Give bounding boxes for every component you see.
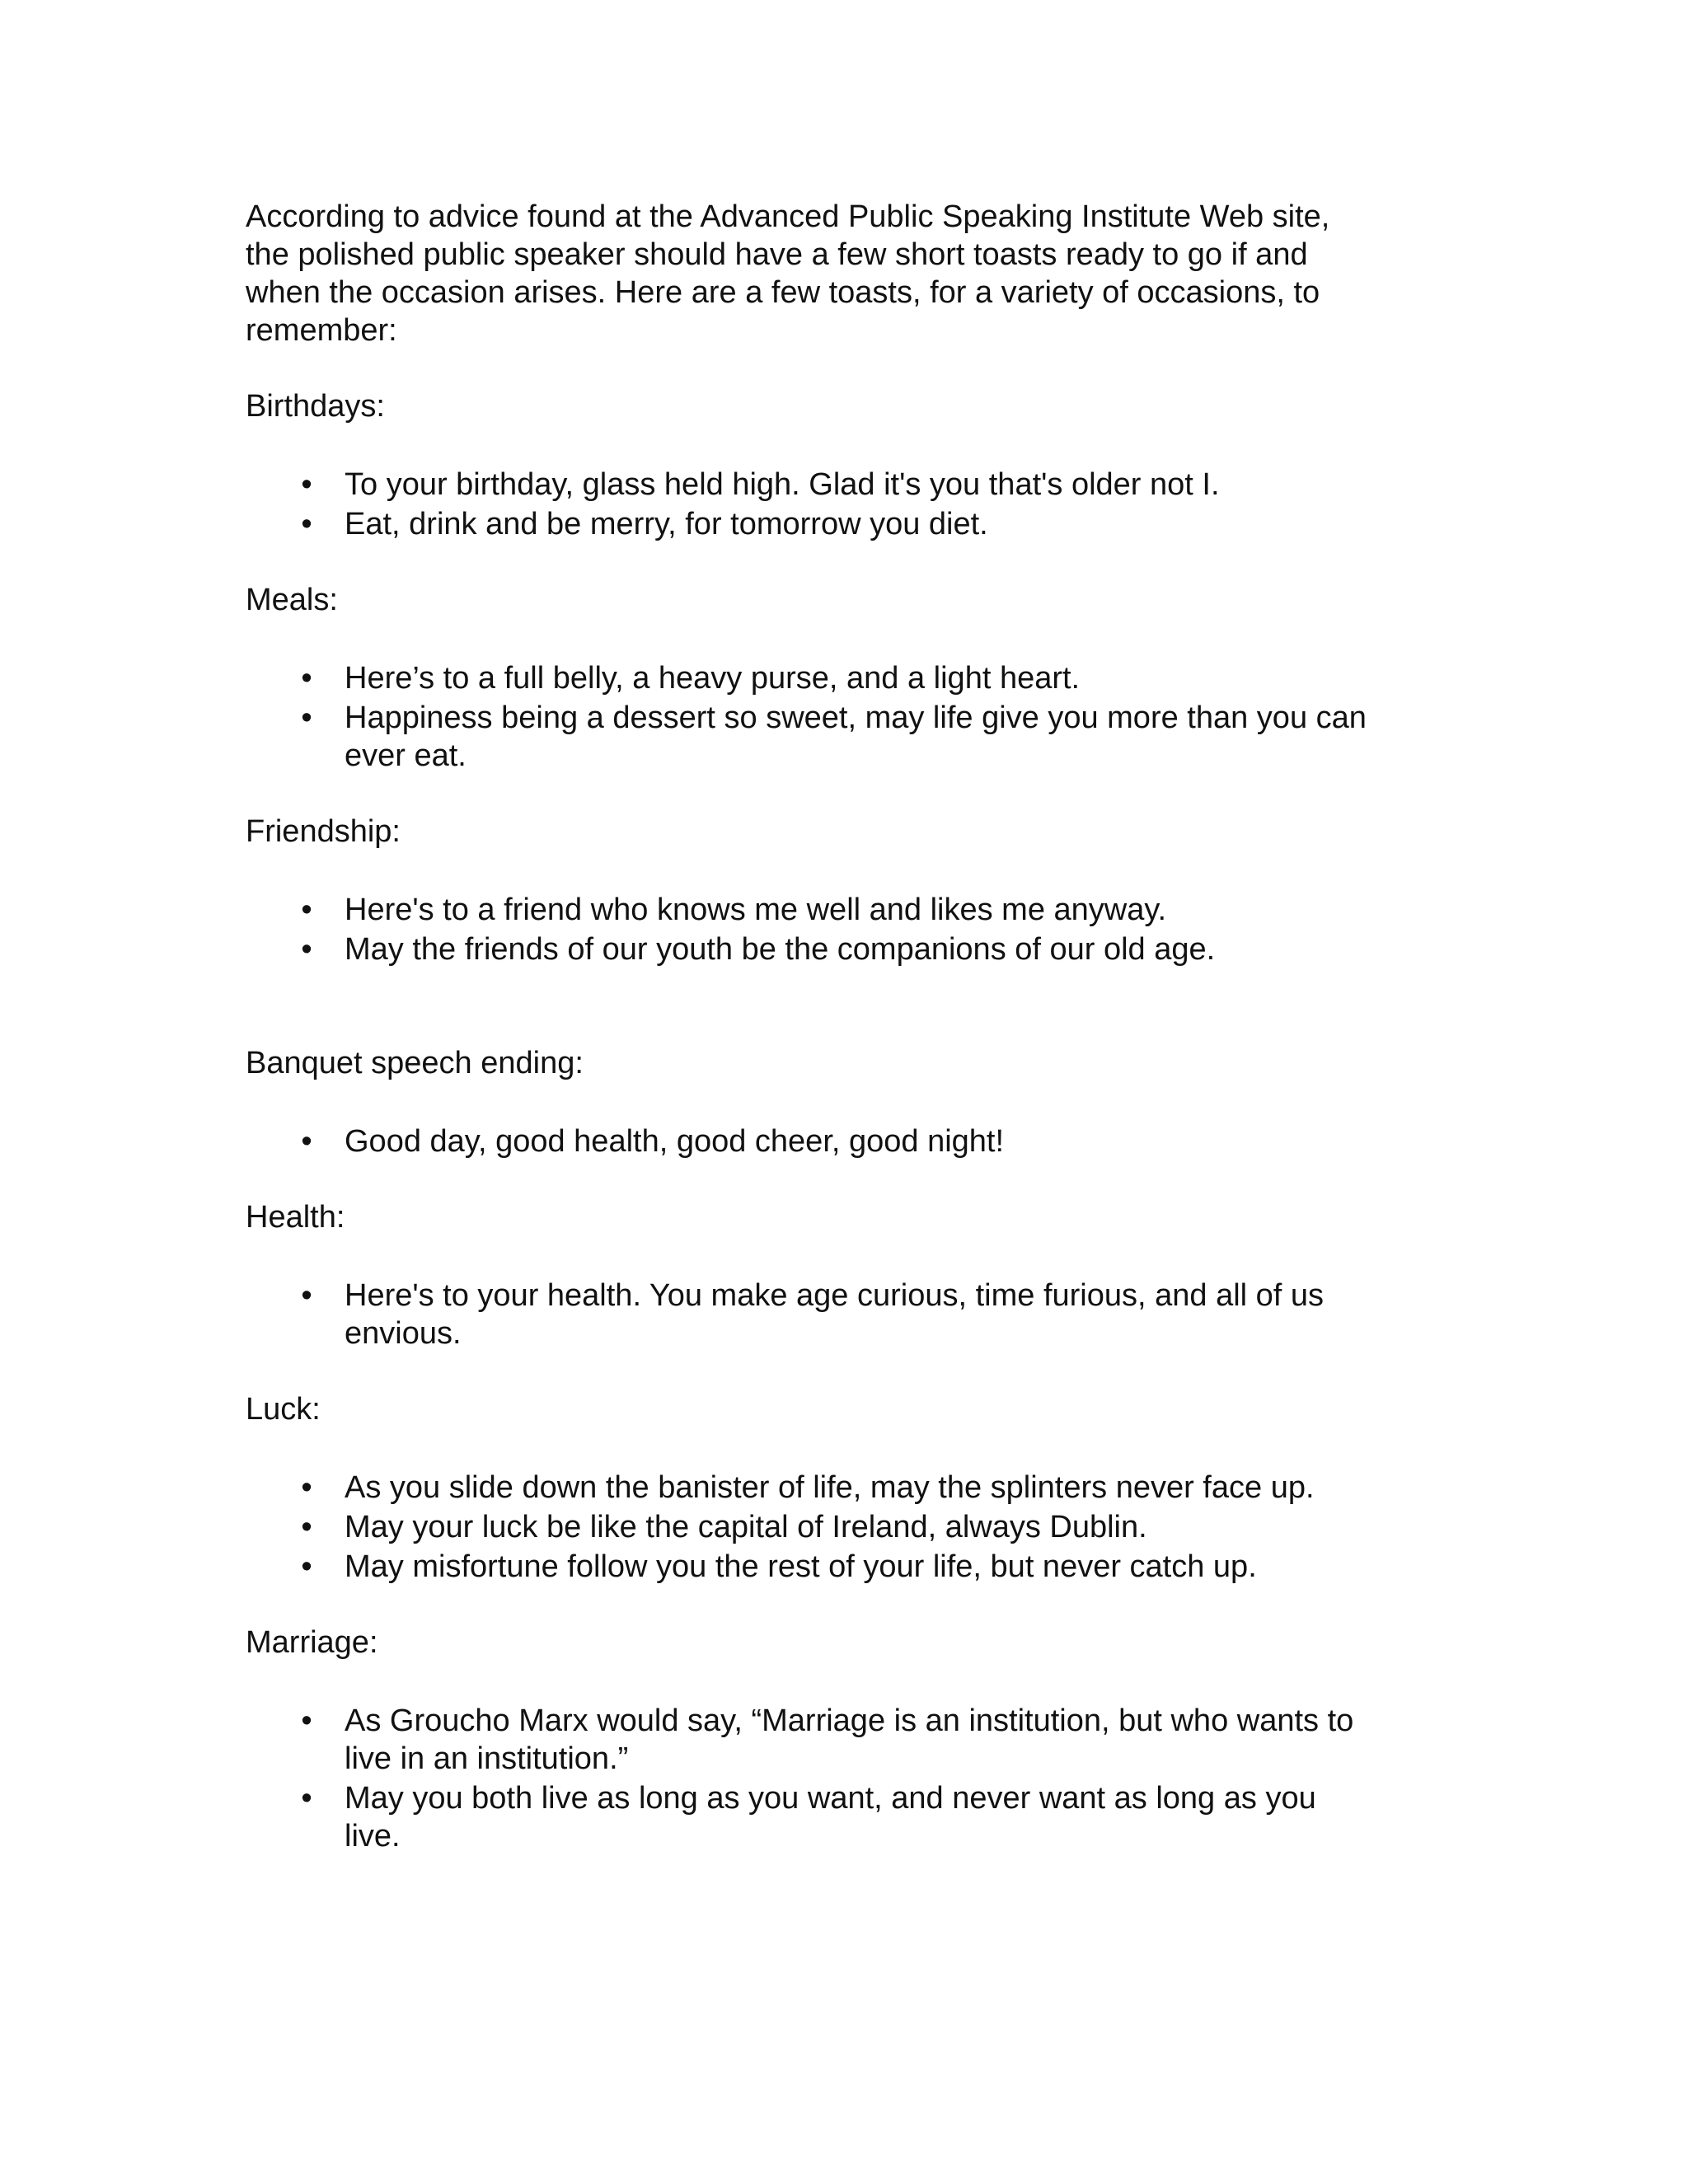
bullet-icon: • (301, 1781, 312, 1816)
toast-text: Happiness being a dessert so sweet, may life give you more than you can ever eat. (345, 701, 1367, 773)
list-item (246, 1122, 1449, 1160)
section-friendship (246, 813, 1449, 968)
section-marriage (246, 1624, 1449, 1855)
toast-text: Eat, drink and be merry, for tomorrow you diet. (345, 507, 988, 541)
toast-text: May you both live as long as you want, and never want as long as you live. (345, 1781, 1316, 1854)
toast-list (246, 1277, 1449, 1352)
list-item (246, 1779, 1449, 1855)
document-page (246, 198, 1449, 1893)
bullet-icon: • (301, 467, 312, 502)
section-birthdays (246, 387, 1449, 543)
bullet-icon: • (301, 1124, 312, 1159)
toast-text: Here's to your health. You make age curious, time furious, and all of us envious. (345, 1278, 1325, 1351)
list-item (246, 466, 1449, 504)
list-item (246, 1508, 1449, 1546)
list-item (246, 659, 1449, 697)
toast-text: As you slide down the banister of life, may the splinters never face up. (345, 1470, 1315, 1505)
list-item (246, 505, 1449, 543)
toast-text: Good day, good health, good cheer, good night! (345, 1124, 1005, 1159)
bullet-icon: • (301, 893, 312, 927)
section-meals (246, 581, 1449, 775)
section-heading: Friendship: (246, 814, 401, 849)
bullet-icon: • (301, 1278, 312, 1313)
toast-list (246, 1702, 1449, 1855)
section-health (246, 1198, 1449, 1352)
list-item (246, 1277, 1449, 1352)
section-heading: Banquet speech ending: (246, 1046, 584, 1080)
section-banquet (246, 1044, 1449, 1160)
list-item (246, 930, 1449, 968)
list-item (246, 891, 1449, 929)
section-heading: Marriage: (246, 1625, 378, 1660)
bullet-icon: • (301, 1549, 312, 1584)
toast-list (246, 466, 1449, 543)
toast-text: May your luck be like the capital of Ireland, always Dublin. (345, 1510, 1147, 1544)
toast-text: As Groucho Marx would say, “Marriage is an institution, but who wants to live in an institution.” (345, 1704, 1354, 1776)
intro-paragraph: According to advice found at the Advanced Public Speaking Institute Web site, the polished public speaker should have a few short toasts ready to go if and when the occasion arises. Here are a few toasts, for a variety of occasions, to remember: (246, 199, 1330, 348)
list-item (246, 1469, 1449, 1507)
section-heading: Meals: (246, 583, 338, 617)
section-heading: Health: (246, 1200, 345, 1235)
toast-text: May the friends of our youth be the companions of our old age. (345, 932, 1216, 967)
toast-list (246, 659, 1449, 775)
bullet-icon: • (301, 507, 312, 541)
toast-text: May misfortune follow you the rest of your life, but never catch up. (345, 1549, 1257, 1584)
toast-text: Here’s to a full belly, a heavy purse, and a light heart. (345, 661, 1081, 696)
toast-text: To your birthday, glass held high. Glad it's you that's older not I. (345, 467, 1220, 502)
bullet-icon: • (301, 932, 312, 967)
bullet-icon: • (301, 1704, 312, 1738)
list-item (246, 699, 1449, 775)
toast-list (246, 891, 1449, 968)
section-heading: Luck: (246, 1392, 321, 1427)
list-item (246, 1548, 1449, 1586)
toast-list (246, 1122, 1449, 1160)
section-heading: Birthdays: (246, 389, 385, 424)
bullet-icon: • (301, 1510, 312, 1544)
list-item (246, 1702, 1449, 1778)
toast-list (246, 1469, 1449, 1586)
bullet-icon: • (301, 661, 312, 696)
bullet-icon: • (301, 1470, 312, 1505)
toast-text: Here's to a friend who knows me well and likes me anyway. (345, 893, 1167, 927)
section-luck (246, 1390, 1449, 1586)
bullet-icon: • (301, 701, 312, 735)
blank-line (246, 1006, 1449, 1044)
